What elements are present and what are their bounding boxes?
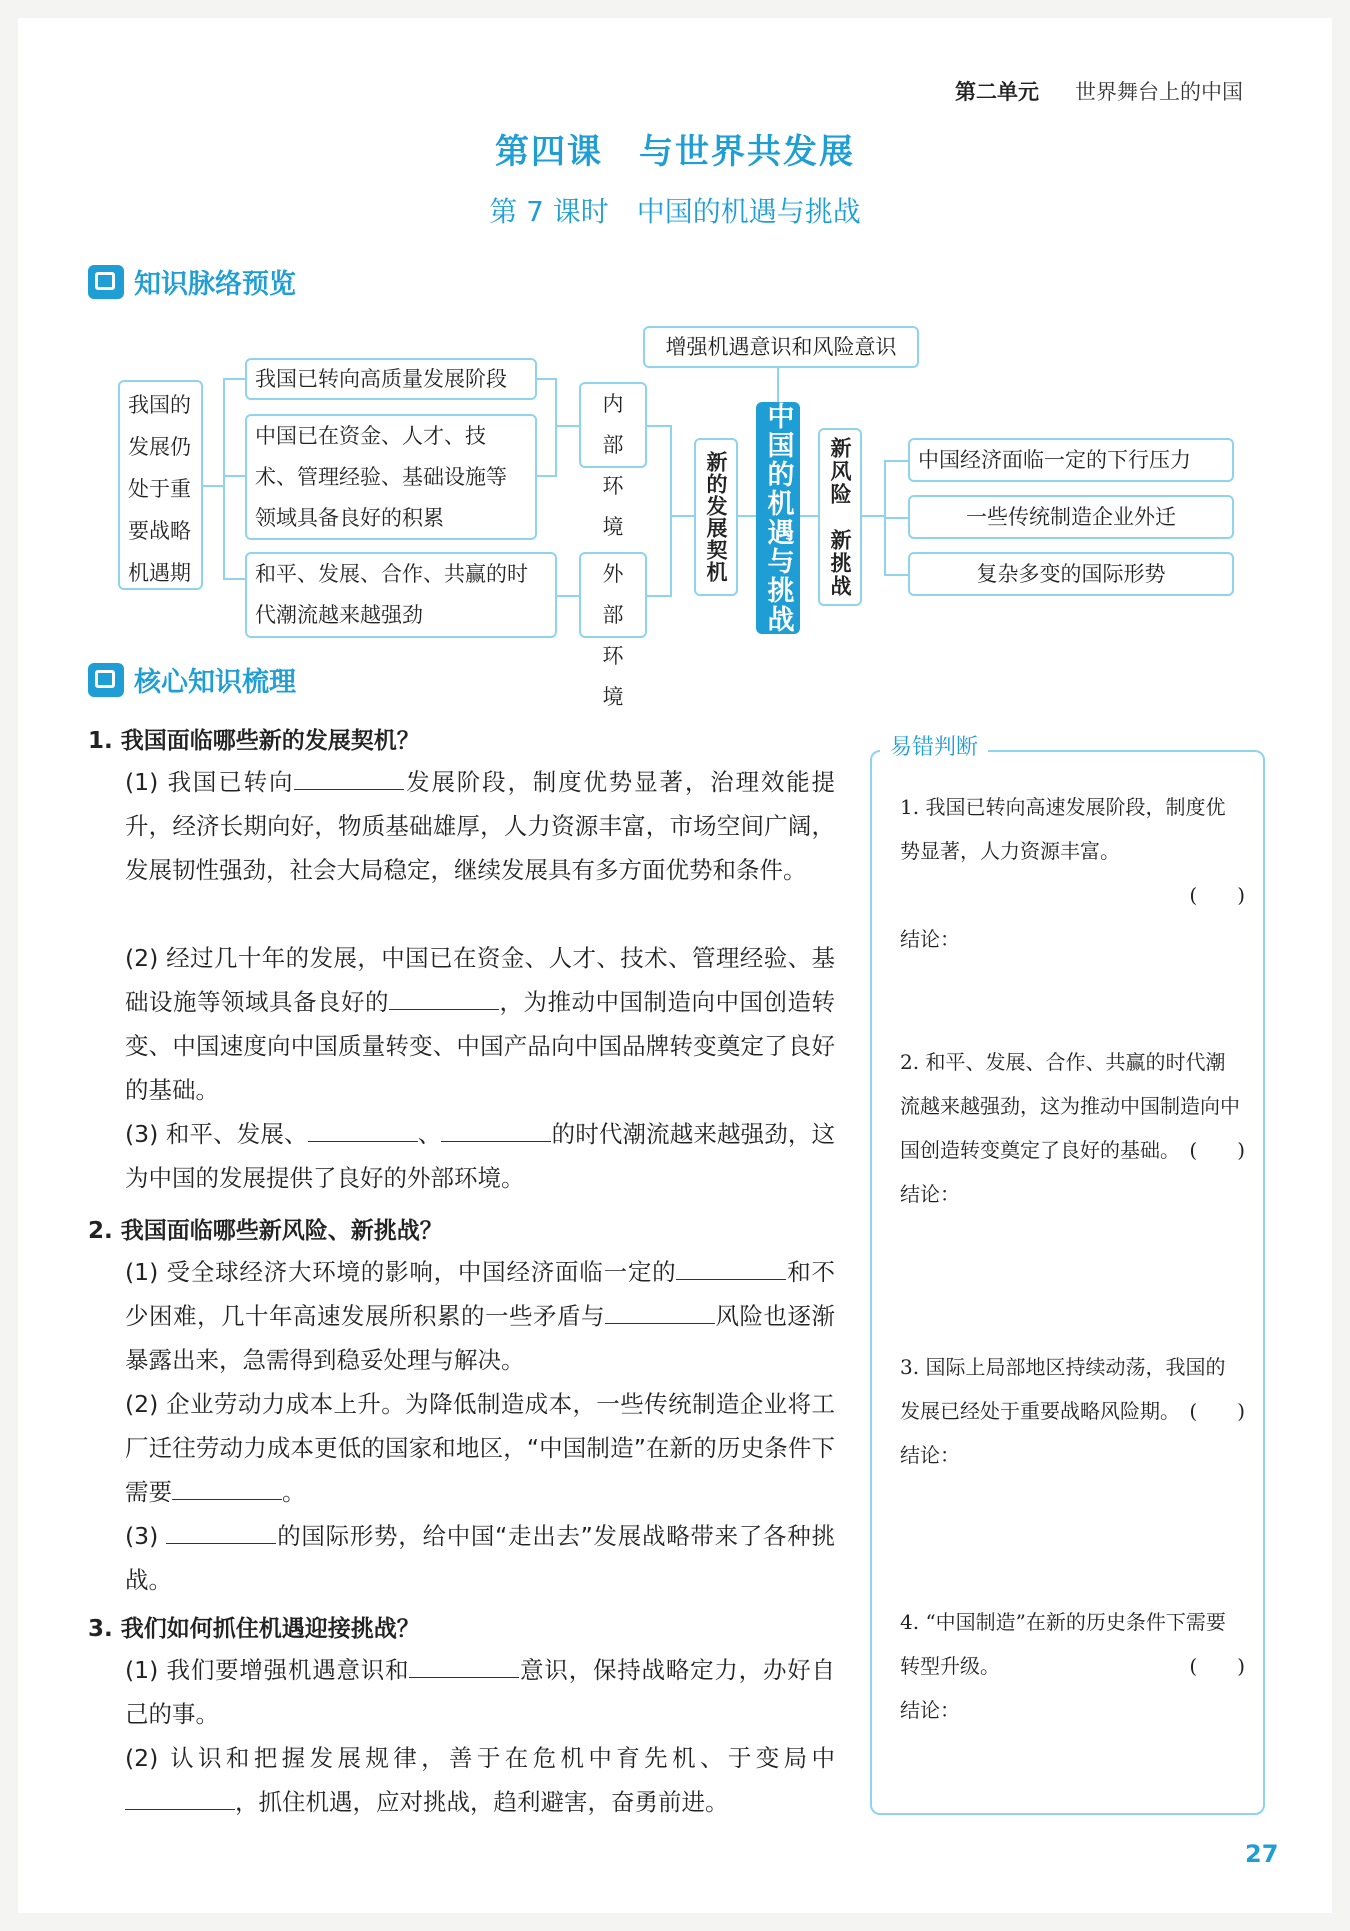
connector <box>537 378 557 380</box>
connector <box>555 425 579 427</box>
mindmap-new-risk: 新风险 新挑战 <box>818 428 862 606</box>
item-text: 我国已转向高速发展阶段，制度优势显著，人力资源丰富。 <box>900 795 1226 863</box>
text: 发展阶段，制度优势显著，治理效能提升，经济长期向好，物质基础雄厚，人力资源丰富，市场空间广阔，发展韧性强劲，社会大局稳定，继续发展具有多方面优势和条件。 <box>125 768 835 884</box>
fill-blank[interactable] <box>409 1655 519 1678</box>
connector <box>647 595 671 597</box>
mindmap-top: 增强机遇意识和风险意识 <box>643 326 919 368</box>
text: (2) 企业劳动力成本上升。为降低制造成本，一些传统制造企业将工厂迁往劳动力成本更低的国家和地区，“中国制造”在新的历史条件下需要 <box>125 1390 835 1506</box>
text: (3) 和平、发展、 <box>125 1120 308 1148</box>
mindmap-new-opportunity: 新的发展契机 <box>694 438 738 596</box>
unit-label: 第二单元 <box>955 80 1039 104</box>
connector <box>777 366 779 402</box>
period-title: 第 7 课时 中国的机遇与挑战 <box>489 195 861 228</box>
text: (1) 受全球经济大环境的影响，中国经济面临一定的 <box>125 1258 677 1286</box>
q1-para-3 <box>125 1112 835 1200</box>
conclusion-label: 结论： <box>900 1182 960 1206</box>
mindmap-right-item-1: 中国经济面临一定的下行压力 <box>908 438 1234 482</box>
item-text: 和平、发展、合作、共赢的时代潮流越来越强劲，这为推动中国制造向中国创造转变奠定了良好的基础。 <box>900 1050 1240 1162</box>
text: 的时代潮流越来越强劲，这为中国的发展提供了良好的外部环境。 <box>125 1120 835 1192</box>
item-number: 4. <box>900 1610 920 1634</box>
answer-bracket[interactable]: ( ) <box>1189 1654 1245 1678</box>
q1-para-1 <box>125 760 835 892</box>
connector <box>670 515 694 517</box>
fill-blank[interactable] <box>389 987 499 1010</box>
connector <box>203 485 223 487</box>
item-text: “中国制造”在新的历史条件下需要转型升级。 <box>900 1610 1226 1678</box>
text: 的国际形势，给中国“走出去”发展战略带来了各种挑战。 <box>125 1522 835 1594</box>
item-number: 1. <box>900 795 920 819</box>
connector <box>800 515 818 517</box>
connector <box>862 515 884 517</box>
text: 、 <box>417 1120 442 1148</box>
judgment-item-1 <box>900 785 1245 961</box>
connector <box>884 574 908 576</box>
mindmap-root: 我国的发展仍处于重要战略机遇期 <box>118 380 203 590</box>
text: ，为推动中国制造向中国创造转变、中国速度向中国质量转变、中国产品向中国品牌转变奠定了良好的基础。 <box>125 988 835 1104</box>
text: (2) 认识和把握发展规律，善于在危机中育先机、于变局中 <box>125 1744 835 1772</box>
connector <box>223 475 245 477</box>
preview-section-heading <box>88 262 296 301</box>
connector <box>223 378 245 380</box>
mindmap-right-item-2: 一些传统制造企业外迁 <box>908 495 1234 539</box>
q2-para-2 <box>125 1382 835 1514</box>
mindmap-inner-item-1: 我国已转向高质量发展阶段 <box>245 358 537 400</box>
book-stack-icon <box>88 265 124 299</box>
connector <box>557 595 579 597</box>
connector <box>670 425 672 597</box>
judgment-item-4 <box>900 1600 1245 1732</box>
fill-blank[interactable] <box>676 1257 786 1280</box>
judgment-item-2 <box>900 1040 1245 1216</box>
fill-blank[interactable] <box>605 1301 715 1324</box>
fill-blank[interactable] <box>125 1787 235 1810</box>
fill-blank[interactable] <box>308 1119 418 1142</box>
mindmap-right-item-3: 复杂多变的国际形势 <box>908 552 1234 596</box>
text: 风险也逐渐暴露出来，急需得到稳妥处理与解决。 <box>125 1302 835 1374</box>
fill-blank[interactable] <box>166 1521 276 1544</box>
text: 意识，保持战略定力，办好自己的事。 <box>125 1656 836 1728</box>
q2-para-3 <box>125 1514 835 1602</box>
item-text: 国际上局部地区持续动荡，我国的发展已经处于重要战略风险期。 <box>900 1355 1226 1423</box>
connector <box>738 515 756 517</box>
page-number: 27 <box>1245 1840 1279 1868</box>
text: 。 <box>282 1478 306 1506</box>
question-1-title: 1. 我国面临哪些新的发展契机？ <box>88 728 420 754</box>
item-number: 3. <box>900 1355 920 1379</box>
judgment-item-3 <box>900 1345 1245 1477</box>
q2-para-1 <box>125 1250 835 1382</box>
core-section-label: 核心知识梳理 <box>134 667 296 698</box>
core-section-heading <box>88 660 296 699</box>
fill-blank[interactable] <box>172 1477 282 1500</box>
conclusion-label: 结论： <box>900 927 960 951</box>
mindmap-inner-label: 内部环境 <box>579 382 647 468</box>
q3-para-2 <box>125 1736 835 1824</box>
answer-bracket[interactable]: ( ) <box>1189 883 1245 907</box>
connector <box>884 460 908 462</box>
question-2-title: 2. 我国面临哪些新风险、新挑战？ <box>88 1218 443 1244</box>
question-3-title: 3. 我们如何抓住机遇迎接挑战？ <box>88 1616 420 1642</box>
answer-bracket[interactable]: ( ) <box>1189 1399 1245 1423</box>
text: (1) 我国已转向 <box>125 768 295 796</box>
connector <box>647 425 671 427</box>
mindmap-outer-item: 和平、发展、合作、共赢的时代潮流越来越强劲 <box>245 552 557 638</box>
text: (3) <box>125 1522 159 1550</box>
unit-subtitle: 世界舞台上的中国 <box>1075 80 1243 104</box>
q3-para-1 <box>125 1648 835 1736</box>
mindmap-center: 中国的机遇与挑战 <box>756 402 800 634</box>
mindmap-inner-item-2: 中国已在资金、人才、技术、管理经验、基础设施等领域具备良好的积累 <box>245 414 537 540</box>
conclusion-label: 结论： <box>900 1698 960 1722</box>
preview-section-label: 知识脉络预览 <box>134 269 296 300</box>
connector <box>223 378 225 578</box>
connector <box>223 578 245 580</box>
fill-blank[interactable] <box>441 1119 551 1142</box>
mindmap-outer-label: 外部环境 <box>579 552 647 638</box>
error-judgment-title: 易错判断 <box>880 730 988 761</box>
text: 和不少困难，几十年高速发展所积累的一些矛盾与 <box>125 1258 835 1330</box>
connector <box>555 378 557 477</box>
text: ，抓住机遇，应对挑战，趋利避害，奋勇前进。 <box>235 1788 729 1816</box>
lesson-title: 第四课 与世界共发展 <box>495 132 855 172</box>
checkbox-icon <box>88 663 124 697</box>
item-number: 2. <box>900 1050 920 1074</box>
text: (2) 经过几十年的发展，中国已在资金、人才、技术、管理经验、基础设施等领域具备良好的 <box>125 944 835 1016</box>
fill-blank[interactable] <box>294 767 404 790</box>
text: (1) 我们要增强机遇意识和 <box>125 1656 410 1684</box>
connector <box>884 517 908 519</box>
conclusion-label: 结论： <box>900 1443 960 1467</box>
q1-para-2 <box>125 936 835 1112</box>
answer-bracket[interactable]: ( ) <box>1189 1138 1245 1162</box>
connector <box>537 475 557 477</box>
